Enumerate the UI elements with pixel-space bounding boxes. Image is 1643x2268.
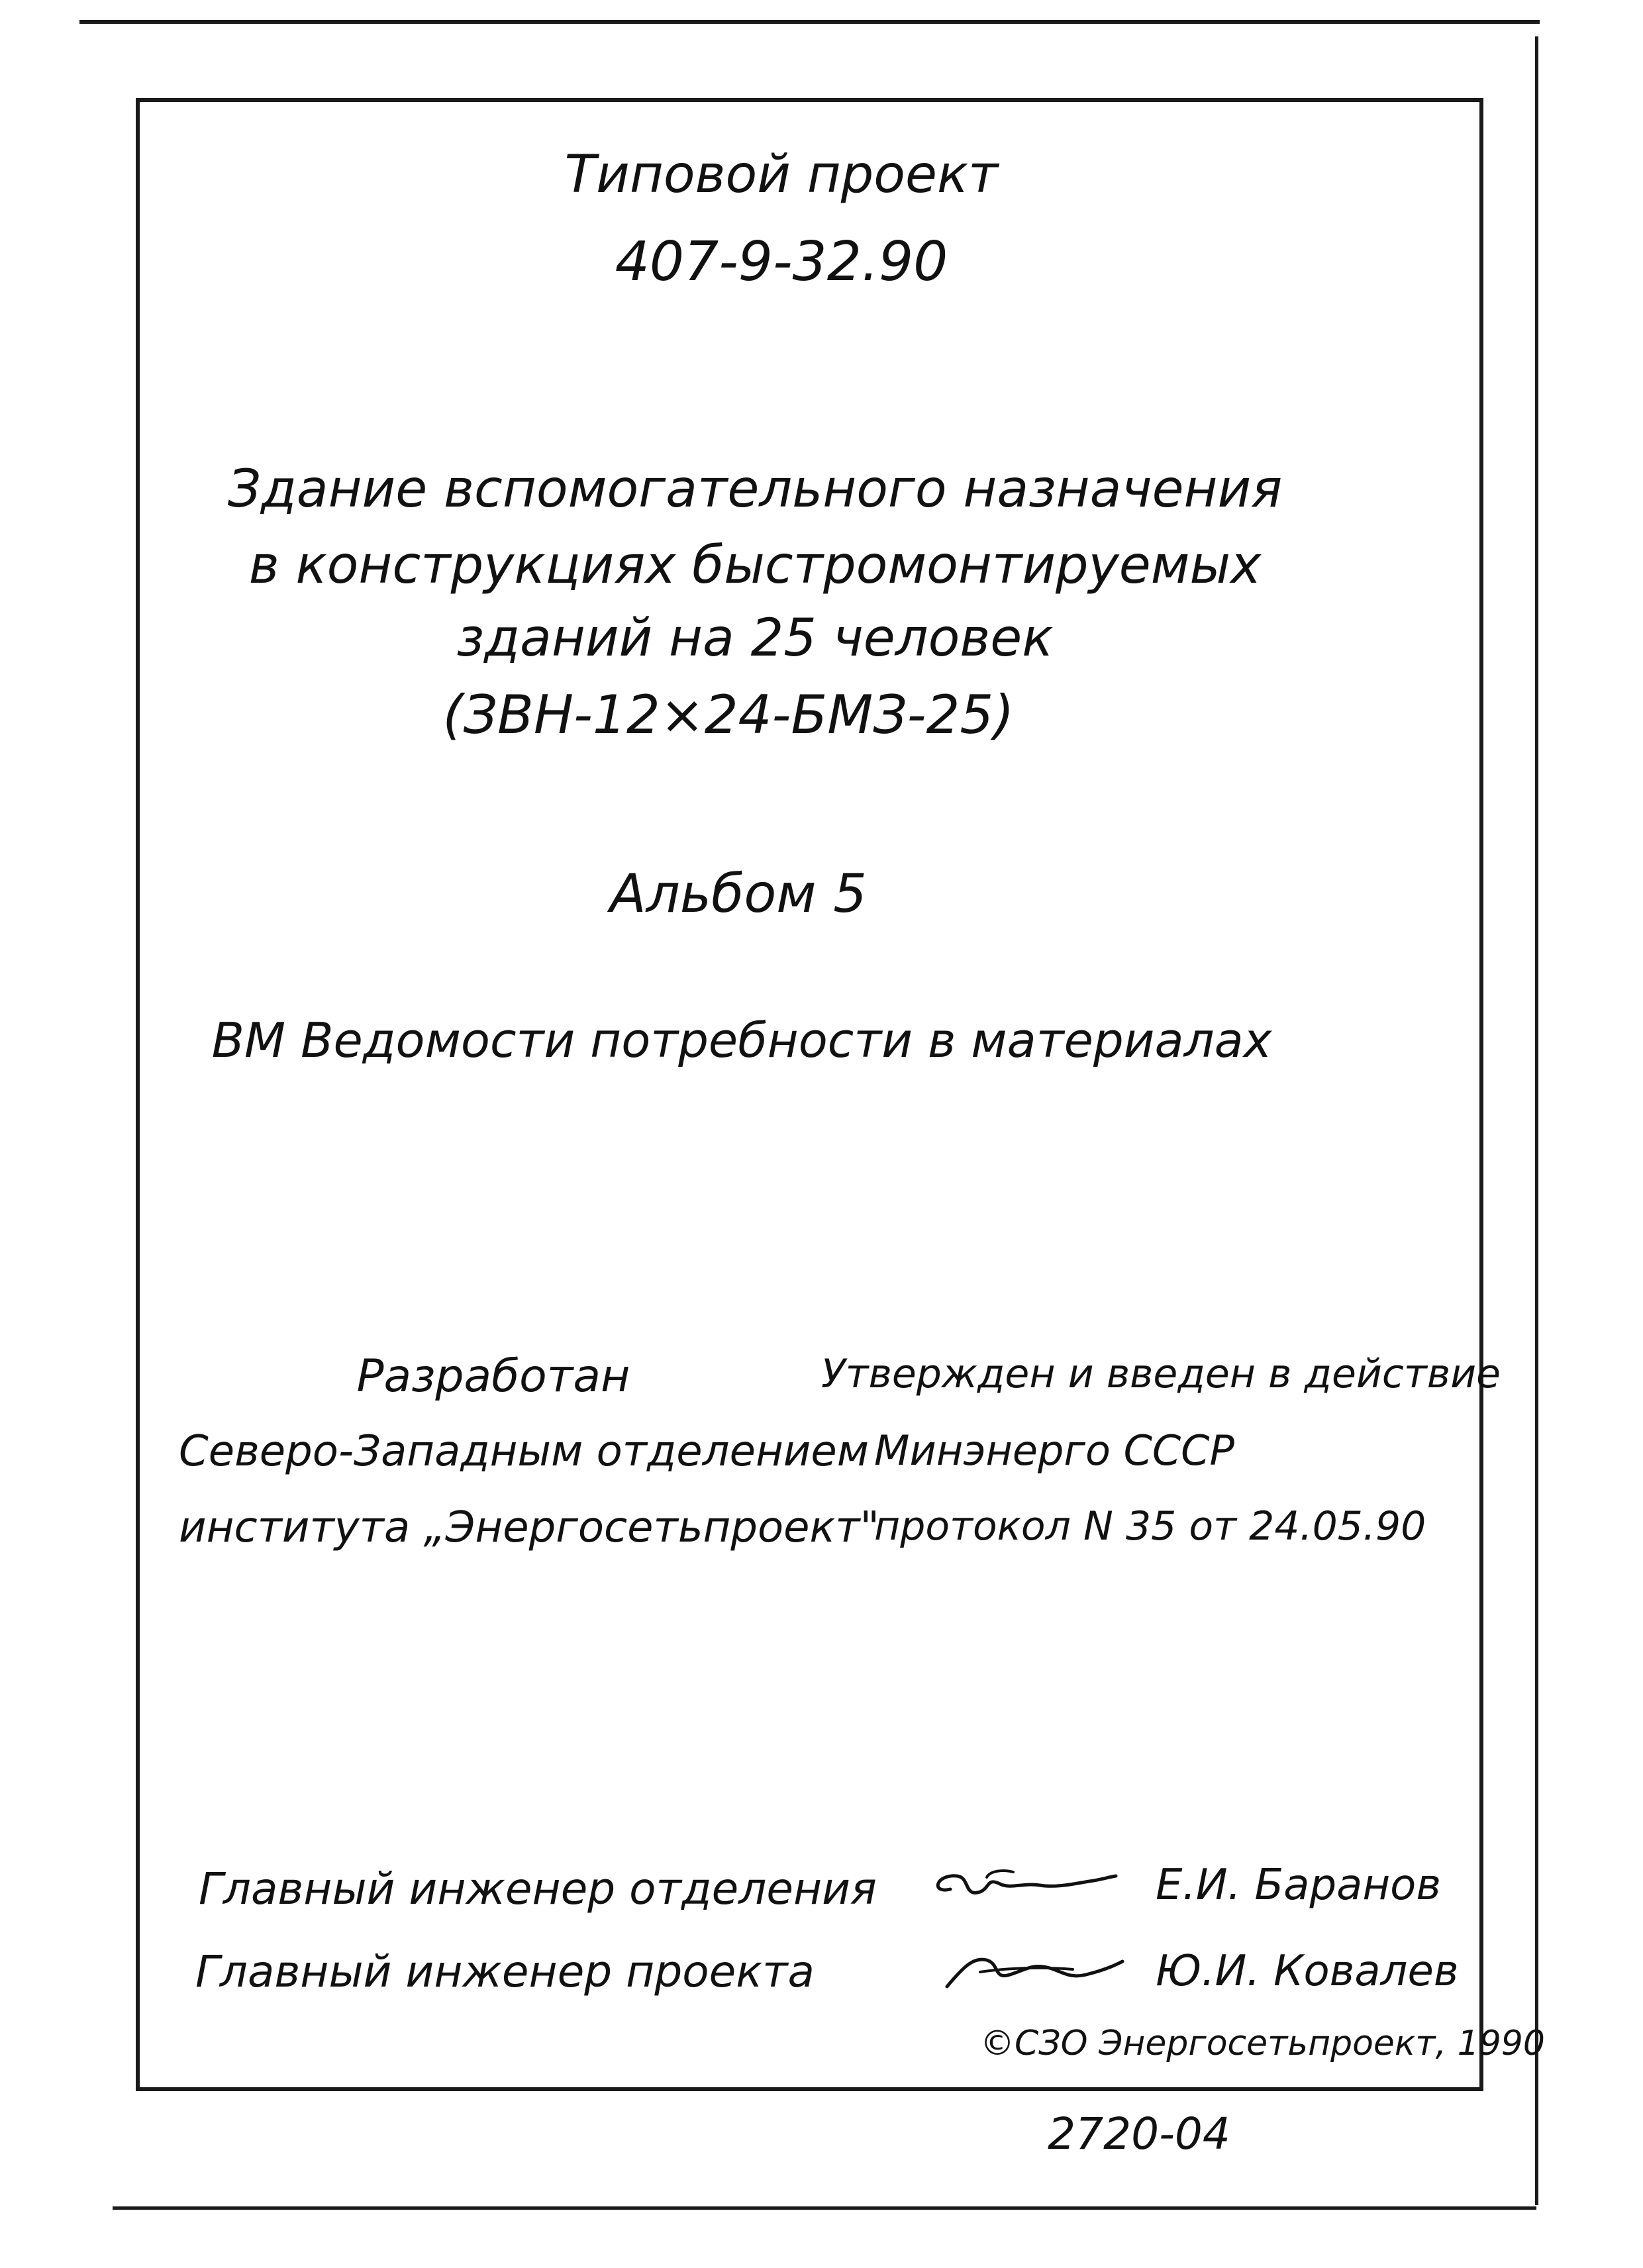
title-frame (136, 98, 1483, 2091)
album-number: Альбом 5 (610, 863, 867, 924)
top-border-line (79, 20, 1540, 24)
title-line-3: зданий на 25 человек (456, 609, 1054, 668)
developed-label: Разработан (356, 1350, 630, 1403)
signatory-name-1: Е.И. Баранов (1156, 1861, 1442, 1910)
approved-protocol: протокол N 35 от 24.05.90 (874, 1503, 1426, 1550)
approved-authority: Минэнерго СССР (874, 1426, 1234, 1475)
developed-org-line-1: Северо-Западным отделением (179, 1427, 870, 1476)
title-line-1: Здание вспомогательного назначения (227, 460, 1283, 519)
title-code: (ЗВН-12×24-БМЗ-25) (442, 684, 1015, 746)
doc-number: 407-9-32.90 (615, 230, 948, 293)
copyright: ©СЗО Энергосетьпроект, 1990 (980, 2024, 1545, 2063)
album-subject: ВМ Ведомости потребности в материалах (211, 1012, 1272, 1068)
signatory-role-2: Главный инженер проекта (195, 1946, 815, 1997)
signature-2 (934, 1940, 1132, 2000)
signatory-name-2: Ю.И. Ковалев (1156, 1947, 1459, 1996)
archive-number: 2720-04 (1048, 2108, 1230, 2159)
right-border-line (1535, 36, 1538, 2205)
doc-type: Типовой проект (564, 145, 999, 205)
developed-org-line-2: института „Энергосетьпроект" (179, 1503, 879, 1552)
approved-label: Утвержден и введен в действие (821, 1351, 1501, 1397)
signature-1 (924, 1857, 1122, 1917)
signatory-role-1: Главный инженер отделения (199, 1863, 877, 1914)
bottom-border-line (113, 2206, 1536, 2210)
title-line-2: в конструкциях быстромонтируемых (248, 536, 1262, 595)
